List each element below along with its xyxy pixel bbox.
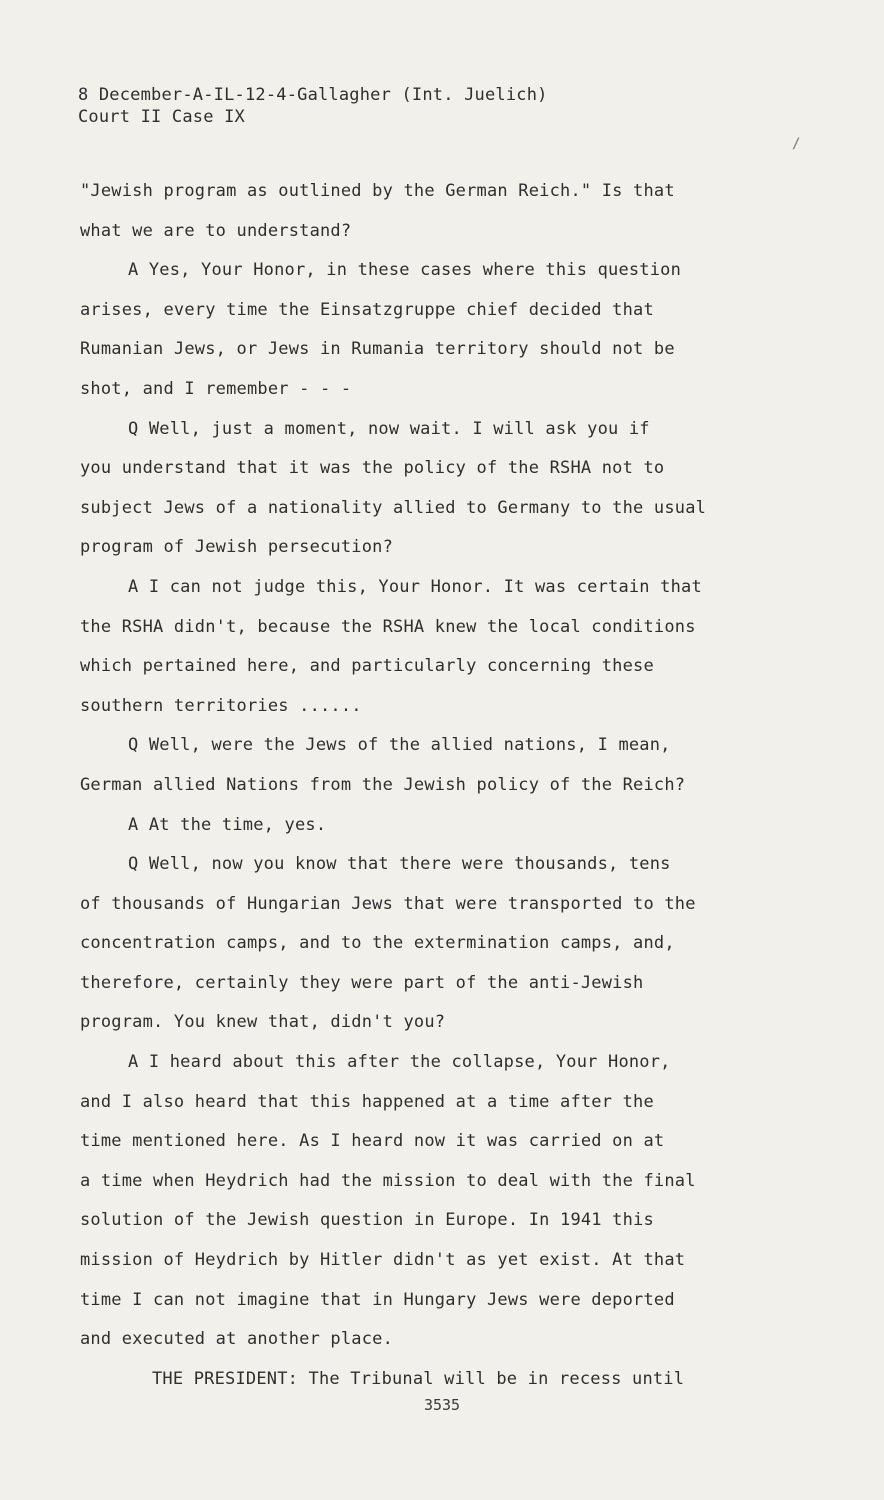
- speaker-line: THE PRESIDENT: The Tribunal will be in recess until: [152, 1368, 685, 1389]
- transcript-line: time I can not imagine that in Hungary Jews were deported: [80, 1289, 675, 1310]
- transcript-line: subject Jews of a nationality allied to Germany to the usual: [80, 497, 707, 518]
- answer-line: A I can not judge this, Your Honor. It was certain that: [128, 576, 702, 597]
- header-line-1: 8 December-A-IL-12-4-Gallagher (Int. Juelich): [78, 85, 548, 105]
- transcript-line: concentration camps, and to the extermination camps, and,: [80, 933, 675, 954]
- transcript-line: and I also heard that this happened at a time after the: [80, 1091, 654, 1112]
- question-line: Q Well, were the Jews of the allied nations, I mean,: [128, 735, 671, 756]
- question-line: Q Well, now you know that there were thousands, tens: [128, 854, 671, 875]
- page-header: [78, 84, 548, 128]
- answer-line: A At the time, yes.: [128, 814, 327, 835]
- transcript-line: time mentioned here. As I heard now it was carried on at: [80, 1131, 665, 1152]
- transcript-line: "Jewish program as outlined by the German Reich." Is that: [80, 181, 675, 201]
- transcript-line: and executed at another place.: [80, 1329, 394, 1350]
- transcript-line: Rumanian Jews, or Jews in Rumania territory should not be: [80, 339, 675, 360]
- header-line-2: Court II Case IX: [78, 107, 245, 127]
- transcript-line: a time when Heydrich had the mission to deal with the final: [80, 1170, 696, 1191]
- transcript-line: therefore, certainly they were part of the anti-Jewish: [80, 972, 644, 993]
- transcript-line: program of Jewish persecution?: [80, 537, 394, 558]
- transcript-line: shot, and I remember - - -: [80, 378, 352, 399]
- question-line: Q Well, just a moment, now wait. I will ask you if: [128, 418, 650, 439]
- page-number: 3535: [423, 1396, 461, 1414]
- stray-mark: /: [792, 136, 801, 152]
- transcript-line: program. You knew that, didn't you?: [80, 1012, 446, 1033]
- transcript-line: southern territories ......: [80, 695, 362, 716]
- transcript-line: what we are to understand?: [80, 220, 352, 241]
- answer-line: A I heard about this after the collapse, Your Honor,: [128, 1052, 671, 1073]
- transcript-line: mission of Heydrich by Hitler didn't as yet exist. At that: [80, 1250, 686, 1271]
- transcript-line: the RSHA didn't, because the RSHA knew the local conditions: [80, 616, 696, 637]
- transcript-line: arises, every time the Einsatzgruppe chief decided that: [80, 299, 654, 320]
- transcript-line: of thousands of Hungarian Jews that were transported to the: [80, 893, 696, 914]
- answer-line: A Yes, Your Honor, in these cases where this question: [128, 260, 682, 281]
- transcript-line: solution of the Jewish question in Europe. In 1941 this: [80, 1210, 654, 1231]
- transcript-line: German allied Nations from the Jewish policy of the Reich?: [80, 774, 686, 795]
- transcript-line: you understand that it was the policy of the RSHA not to: [80, 458, 665, 479]
- transcript-body: [80, 172, 810, 1399]
- transcript-line: which pertained here, and particularly concerning these: [80, 656, 654, 677]
